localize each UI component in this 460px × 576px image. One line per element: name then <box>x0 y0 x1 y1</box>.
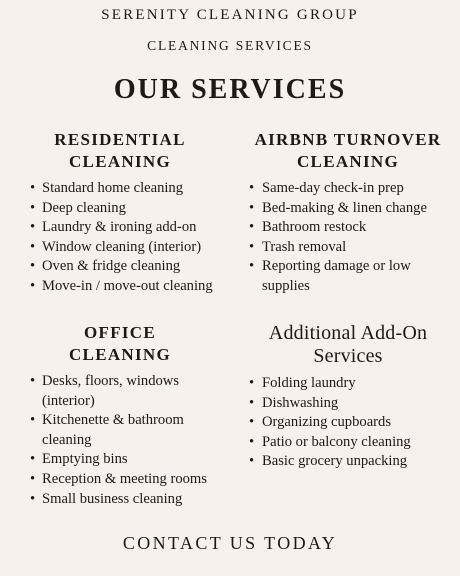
office-section <box>10 322 230 509</box>
list-item: • Standard home cleaning <box>10 179 230 199</box>
list-item: • Patio or balcony cleaning <box>238 433 458 453</box>
company-name: SERENITY CLEANING GROUP <box>101 7 359 23</box>
list-item: • Small business cleaning <box>10 490 230 510</box>
list-item: • Basic grocery unpacking <box>238 452 458 472</box>
airbnb-title-line-2: CLEANING <box>296 152 400 171</box>
list-item: • Same-day check-in prep <box>238 179 458 199</box>
airbnb-section <box>238 129 458 297</box>
addon-title <box>238 322 458 368</box>
list-item: • Reporting damage or low supplies <box>238 257 458 296</box>
list-item: • Reception & meeting rooms <box>10 470 230 490</box>
office-title-line-1: OFFICE <box>83 323 157 342</box>
list-item: • Emptying bins <box>10 450 230 470</box>
page-title: OUR SERVICES <box>113 74 347 105</box>
residential-title-line-2: CLEANING <box>68 152 172 171</box>
list-item: • Move-in / move-out cleaning <box>10 277 230 297</box>
airbnb-title <box>238 129 458 173</box>
addon-list <box>238 374 458 472</box>
residential-list <box>10 179 230 297</box>
residential-section <box>10 129 230 297</box>
list-item: • Dishwashing <box>238 394 458 414</box>
office-title <box>10 322 230 366</box>
list-item: • Oven & fridge cleaning <box>10 257 230 277</box>
contact-cta: CONTACT US TODAY <box>122 533 338 553</box>
list-item: • Laundry & ironing add-on <box>10 218 230 238</box>
page-subtitle: CLEANING SERVICES <box>147 38 313 53</box>
addon-title-line-2: Services <box>313 345 383 367</box>
list-item: • Desks, floors, windows (interior) <box>10 372 230 411</box>
residential-title-line-1: RESIDENTIAL <box>54 130 186 149</box>
residential-title <box>10 129 230 173</box>
office-list <box>10 372 230 509</box>
list-item: • Kitchenette & bathroom cleaning <box>10 411 230 450</box>
list-item: • Trash removal <box>238 238 458 258</box>
list-item: • Bathroom restock <box>238 218 458 238</box>
list-item: • Deep cleaning <box>10 199 230 219</box>
addon-section <box>238 322 458 472</box>
list-item: • Window cleaning (interior) <box>10 238 230 258</box>
office-title-line-2: CLEANING <box>68 345 172 364</box>
list-item: • Bed-making & linen change <box>238 199 458 219</box>
airbnb-list <box>238 179 458 297</box>
airbnb-title-line-1: AIRBNB TURNOVER <box>254 130 442 149</box>
list-item: • Folding laundry <box>238 374 458 394</box>
list-item: • Organizing cupboards <box>238 413 458 433</box>
addon-title-line-1: Additional Add-On <box>268 322 428 344</box>
